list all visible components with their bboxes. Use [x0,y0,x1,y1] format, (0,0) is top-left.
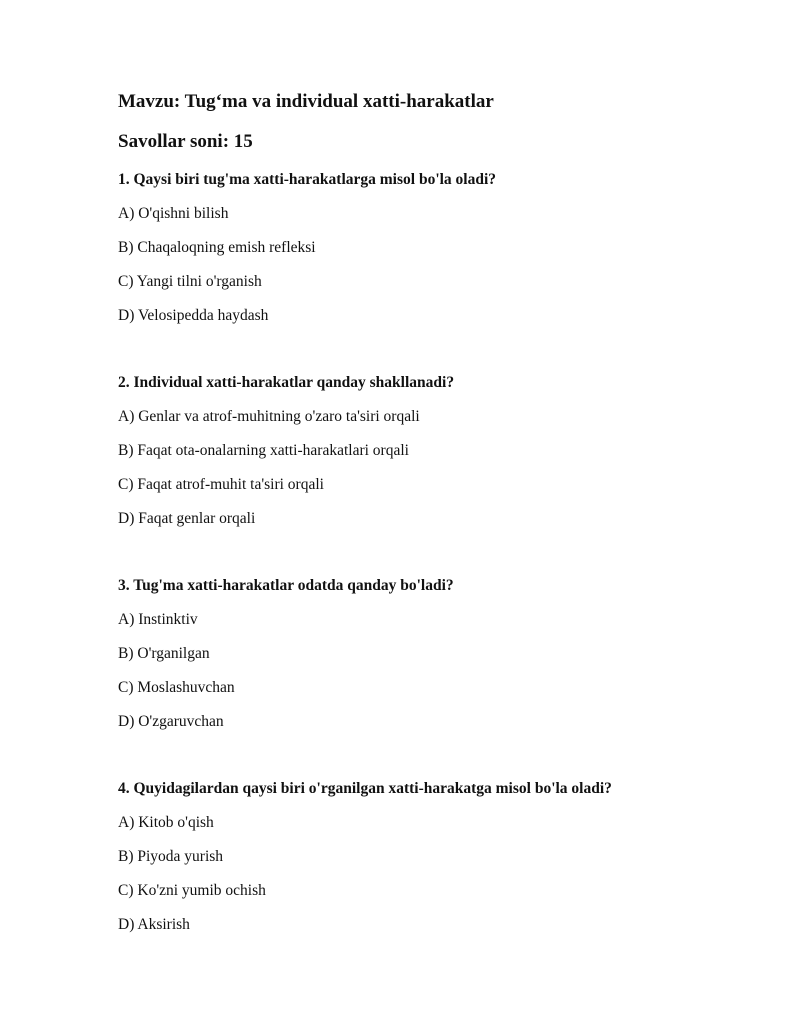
question-block [118,576,758,746]
topic-title: Mavzu: Tug‘ma va individual xatti-harakatlar [118,91,494,112]
answer-option: C) Moslashuvchan [118,679,235,696]
answer-option: D) Aksirish [118,916,190,933]
question-block [118,779,758,949]
question-block [118,170,758,340]
answer-option: D) Faqat genlar orqali [118,510,256,527]
question-text: 3. Tug'ma xatti-harakatlar odatda qanday bo'ladi? [118,577,454,594]
answer-option: A) Instinktiv [118,611,198,628]
answer-option: D) Velosipedda haydash [118,307,269,324]
answer-option: B) O'rganilgan [118,645,210,662]
answer-option: B) Chaqaloqning emish refleksi [118,239,316,256]
answer-option: D) O'zgaruvchan [118,713,224,730]
answer-option: C) Faqat atrof-muhit ta'siri orqali [118,476,324,493]
question-block [118,373,758,543]
question-text: 4. Quyidagilardan qaysi biri o'rganilgan xatti-harakatga misol bo'la oladi? [118,780,612,797]
question-count: Savollar soni: 15 [118,131,253,152]
answer-option: A) Genlar va atrof-muhitning o'zaro ta'siri orqali [118,408,420,425]
answer-option: C) Ko'zni yumib ochish [118,882,266,899]
answer-option: B) Faqat ota-onalarning xatti-harakatlari orqali [118,442,409,459]
answer-option: A) Kitob o'qish [118,814,214,831]
answer-option: C) Yangi tilni o'rganish [118,273,262,290]
answer-option: A) O'qishni bilish [118,205,229,222]
question-text: 1. Qaysi biri tug'ma xatti-harakatlarga misol bo'la oladi? [118,171,497,188]
answer-option: B) Piyoda yurish [118,848,224,865]
question-text: 2. Individual xatti-harakatlar qanday shakllanadi? [118,374,455,391]
